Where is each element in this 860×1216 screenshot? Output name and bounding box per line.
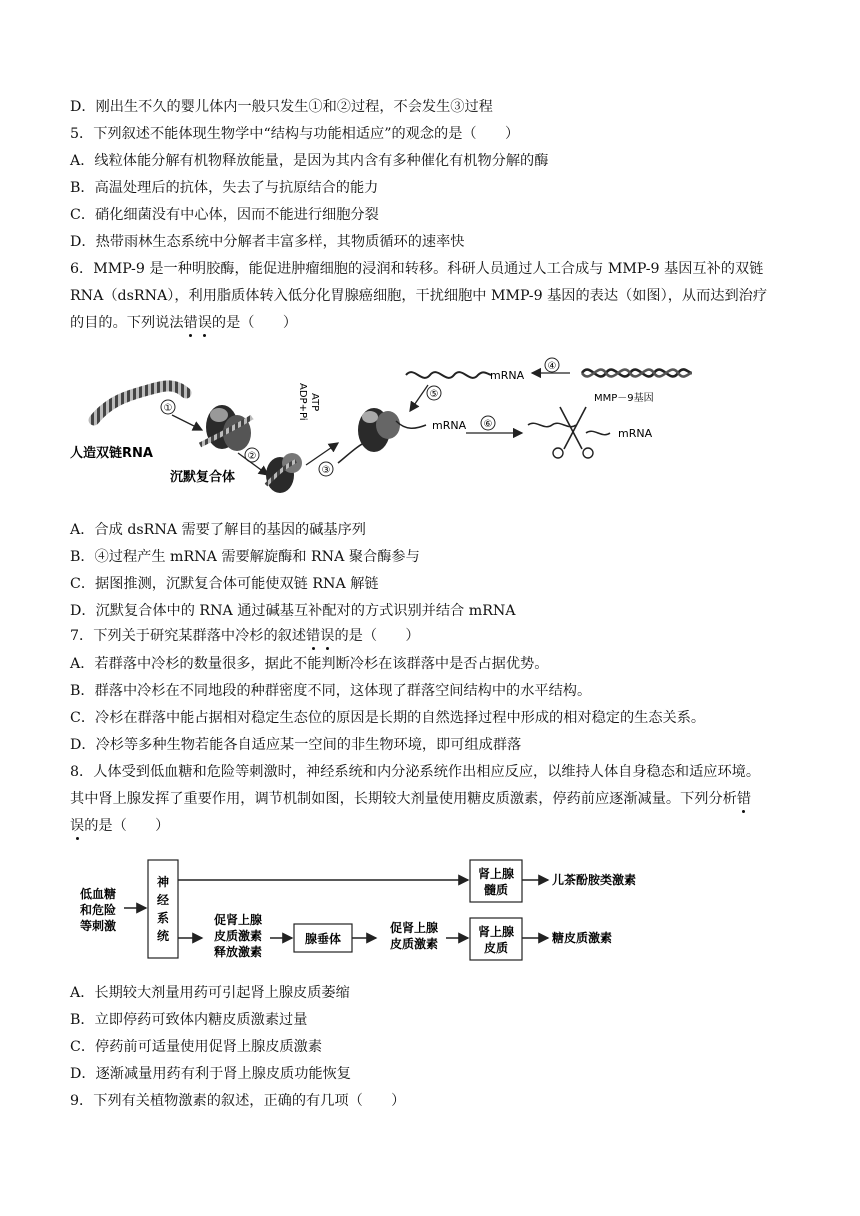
q5-option-c: C．硝化细菌没有中心体，因而不能进行细胞分裂	[70, 207, 379, 223]
q8-stem-line2: 其中肾上腺发挥了重要作用，调节机制如图，长期较大剂量使用糖皮质激素，停药前应逐渐减量。下列分析错	[70, 791, 752, 807]
q8-regulation-figure	[70, 852, 670, 972]
step-2: ②	[247, 451, 257, 462]
cleaved-mrna-right	[586, 431, 610, 434]
label-mrna-3: mRNA	[432, 419, 467, 432]
nervous-char-2: 经	[156, 893, 170, 907]
glucocorticoid-label: 糖皮质激素	[552, 931, 613, 945]
q7-option-a: A．若群落中冷杉的数量很多，据此不能判断冷杉在该群落中是否占据优势。	[70, 656, 549, 672]
stimulus-line-1: 低血糖	[80, 887, 117, 901]
q8-option-a: A．长期较大剂量用药可引起肾上腺皮质萎缩	[70, 985, 350, 1001]
medulla-line-1: 肾上腺	[477, 867, 515, 881]
silencing-complex-3	[338, 408, 426, 463]
cortex-line-1: 肾上腺	[477, 925, 515, 939]
q6-stem-line2: RNA（dsRNA），利用脂质体转入低分化胃腺癌细胞，干扰细胞中 MMP-9 基因的表达（如图），从而达到治疗	[70, 288, 768, 304]
crh-line-1: 促肾上腺	[213, 913, 263, 927]
step-4: ④	[547, 361, 557, 372]
q7-option-b: B．群落中冷杉在不同地段的种群密度不同，这体现了群落空间结构中的水平结构。	[70, 683, 592, 699]
stimulus-line-3: 等刺激	[80, 919, 117, 933]
q8-option-c: C．停药前可适量使用促肾上腺皮质激素	[70, 1039, 323, 1055]
catecholamine-label: 儿茶酚胺类激素	[552, 873, 637, 887]
acth-line-2: 皮质激素	[389, 937, 439, 951]
silencing-complex-2	[266, 453, 302, 493]
emphasis-char: 错	[306, 628, 321, 644]
stimulus-line-2: 和危险	[80, 903, 117, 917]
q5-option-a: A．线粒体能分解有机物释放能量，是因为其内含有多种催化有机物分解的酶	[70, 153, 549, 169]
emphasis-char: 误	[70, 818, 85, 834]
step-5: ⑤	[429, 389, 439, 400]
q6-option-c: C．据图推测，沉默复合体可能使双链 RNA 解链	[70, 576, 379, 592]
label-complex: 沉默复合体	[170, 470, 236, 485]
crh-line-2: 皮质激素	[213, 929, 263, 943]
pituitary-label: 腺垂体	[304, 932, 342, 946]
q6-option-d: D．沉默复合体中的 RNA 通过碱基互补配对的方式识别并结合 mRNA	[70, 603, 516, 619]
label-atp: ATP	[309, 393, 320, 412]
emphasis-char: 错	[183, 315, 198, 331]
q7-option-d: D．冷杉等多种生物若能各自适应某一空间的非生物环境，即可组成群落	[70, 737, 522, 753]
q5-stem: 5．下列叙述不能体现生物学中“结构与功能相适应”的观念的是（ ）	[70, 126, 520, 142]
q8-option-b: B．立即停药可致体内糖皮质激素过量	[70, 1012, 308, 1028]
silencing-complex-1	[200, 405, 252, 451]
crh-line-3: 释放激素	[213, 945, 263, 959]
q5-option-d: D．热带雨林生态系统中分解者丰富多样，其物质循环的速率快	[70, 234, 465, 250]
q6-rna-interference-figure	[70, 345, 720, 505]
step-1: ①	[163, 403, 173, 414]
q7-option-c: C．冷杉在群落中能占据相对稳定生态位的原因是长期的自然选择过程中形成的相对稳定的生态关系。	[70, 710, 706, 726]
emphasis-char: 误	[320, 628, 335, 644]
nervous-char-1: 神	[156, 875, 170, 889]
q7-stem: 7．下列关于研究某群落中冷杉的叙述错误的是（ ）	[70, 628, 420, 644]
cortex-line-2: 皮质	[483, 941, 509, 955]
q5-option-b: B．高温处理后的抗体，失去了与抗原结合的能力	[70, 180, 379, 196]
q6-option-b: B．④过程产生 mRNA 需要解旋酶和 RNA 聚合酶参与	[70, 549, 420, 565]
q6-stem-line1: 6．MMP-9 是一种明胶酶，能促进肿瘤细胞的浸润和转移。科研人员通过人工合成与 MMP-9 基因互补的双链	[70, 261, 764, 277]
mrna-transcript	[406, 372, 492, 378]
q8-stem-line3: 误的是（ ）	[70, 818, 170, 834]
medulla-line-2: 髓质	[483, 883, 509, 897]
q8-stem-line1: 8．人体受到低血糖和危险等刺激时，神经系统和内分泌系统作出相应反应，以维持人体自身稳态和适应环境。	[70, 764, 761, 780]
nervous-char-3: 系	[156, 911, 170, 925]
label-adp: ADP+Pi	[297, 383, 308, 421]
q6-option-a: A．合成 dsRNA 需要了解目的基因的碱基序列	[70, 522, 366, 538]
q8-option-d: D．逐渐减量用药有利于肾上腺皮质功能恢复	[70, 1066, 351, 1082]
acth-line-1: 促肾上腺	[389, 921, 439, 935]
label-mrna-cut: mRNA	[618, 427, 653, 440]
step-6: ⑥	[483, 419, 493, 430]
emphasis-char: 错	[736, 791, 752, 807]
nervous-char-4: 统	[156, 929, 170, 943]
label-gene: MMP－9基因	[594, 393, 654, 404]
q9-stem: 9．下列有关植物激素的叙述，正确的有几项（ ）	[70, 1093, 406, 1109]
q6-stem-line3: 的目的。下列说法错误的是（ ）	[70, 315, 298, 331]
label-dsrna: 人造双链RNA	[70, 446, 153, 461]
emphasis-char: 误	[197, 315, 212, 331]
q4-option-d: D．刚出生不久的婴儿体内一般只发生①和②过程，不会发生③过程	[70, 99, 493, 115]
step-3: ③	[321, 465, 331, 476]
label-mrna-top: mRNA	[490, 369, 525, 382]
